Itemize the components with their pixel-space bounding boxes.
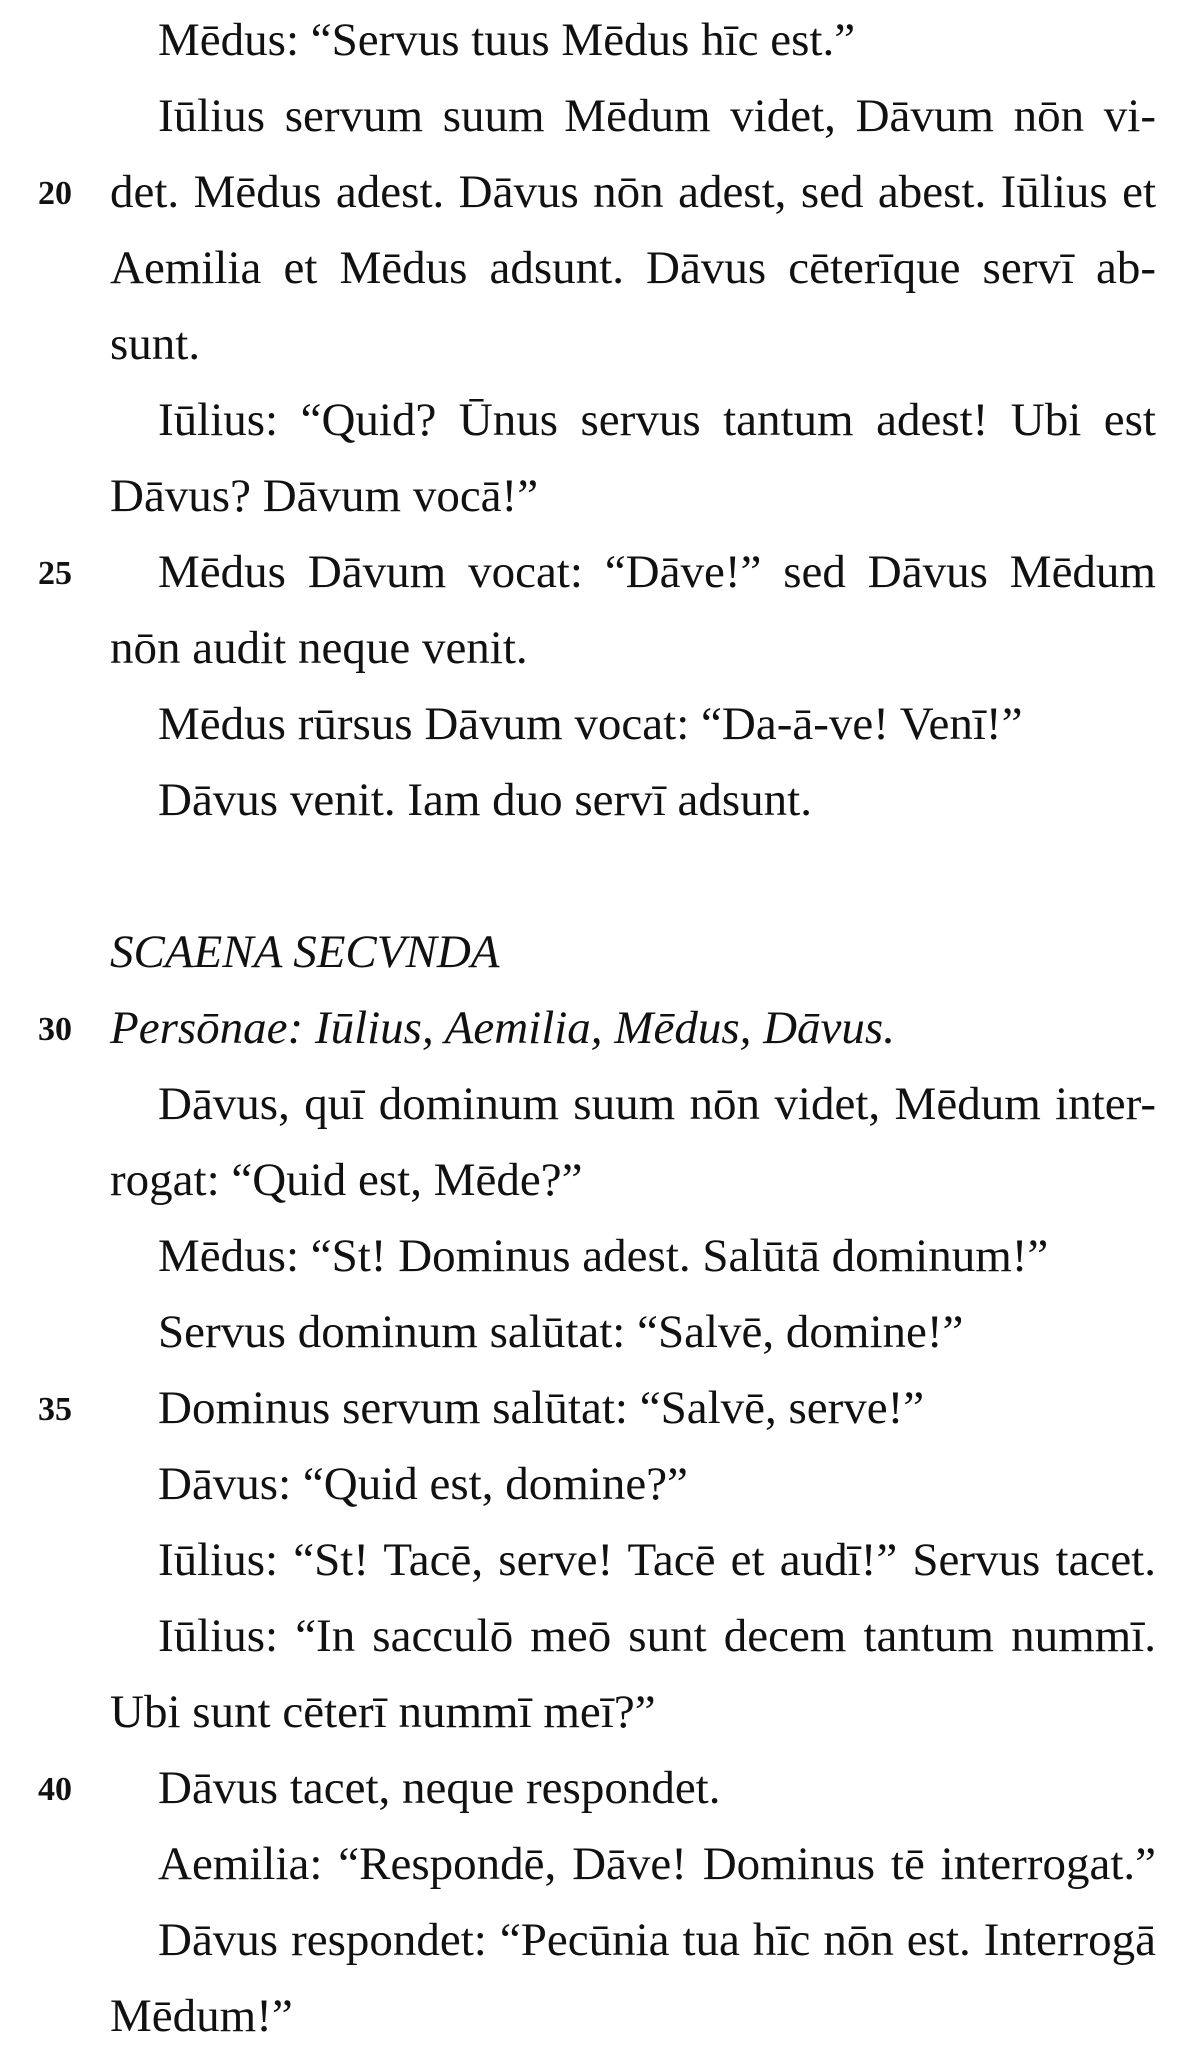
line-text: Iūlius: “Quid? Ūnus servus tantum adest! Ubi est: [158, 394, 1156, 446]
text-line: [0, 1824, 1187, 1900]
text-line: [0, 1292, 1187, 1368]
line-text: Iūlius servum suum Mēdum videt, Dāvum nōn vi-: [158, 90, 1156, 142]
line-text: det. Mēdus adest. Dāvus nōn adest, sed abest. Iūlius et: [110, 166, 1156, 218]
line-text: sunt.: [110, 318, 201, 370]
text-line: [0, 1140, 1187, 1216]
line-text: Dāvus venit. Iam duo servī adsunt.: [158, 774, 812, 826]
text-line: [0, 988, 1187, 1064]
line-number: 30: [38, 1011, 72, 1048]
line-number: 40: [38, 1771, 72, 1808]
line-text: nōn audit neque venit.: [110, 622, 528, 674]
line-text: Dāvus respondet: “Pecūnia tua hīc nōn est. Interrogā: [158, 1914, 1156, 1966]
line-text: Mēdus rūrsus Dāvum vocat: “Da-ā-ve! Venī!”: [158, 698, 1023, 750]
text-line: [0, 1976, 1187, 2052]
personae-line: Persōnae: Iūlius, Aemilia, Mēdus, Dāvus.: [110, 1002, 895, 1054]
line-text: Iūlius: “In sacculō meō sunt decem tantum nummī.: [158, 1610, 1156, 1662]
scene-title: SCAENA SECVNDA: [110, 926, 500, 978]
text-line: [0, 1748, 1187, 1824]
text-line: [0, 684, 1187, 760]
line-text: Aemilia et Mēdus adsunt. Dāvus cēterīque servī ab-: [110, 242, 1156, 294]
line-text: Mēdus Dāvum vocat: “Dāve!” sed Dāvus Mēdum: [158, 546, 1156, 598]
text-line: [0, 456, 1187, 532]
line-number: 35: [38, 1391, 72, 1428]
line-text: rogat: “Quid est, Mēde?”: [110, 1154, 583, 1206]
text-line: [0, 1216, 1187, 1292]
line-text: Ubi sunt cēterī nummī meī?”: [110, 1686, 656, 1738]
line-text: Dāvus? Dāvum vocā!”: [110, 470, 539, 522]
scene-heading: [0, 912, 1187, 988]
line-text: Mēdum!”: [110, 1990, 293, 2042]
text-line: [0, 1444, 1187, 1520]
text-line: [0, 1368, 1187, 1444]
line-number: 20: [38, 175, 72, 212]
line-text: Dāvus: “Quid est, domine?”: [158, 1458, 688, 1510]
text-line: [0, 1900, 1187, 1976]
text-line: [0, 1672, 1187, 1748]
line-text: Dāvus, quī dominum suum nōn videt, Mēdum inter-: [158, 1078, 1156, 1130]
line-number: 25: [38, 555, 72, 592]
text-line: [0, 152, 1187, 228]
text-line: [0, 1064, 1187, 1140]
line-text: Iūlius: “St! Tacē, serve! Tacē et audī!” Servus tacet.: [158, 1534, 1156, 1586]
text-line: [0, 0, 1187, 76]
line-text: Mēdus: “Servus tuus Mēdus hīc est.”: [158, 14, 856, 66]
text-line: [0, 532, 1187, 608]
text-line: [0, 760, 1187, 836]
text-line: [0, 304, 1187, 380]
text-line: [0, 380, 1187, 456]
text-line: [0, 1596, 1187, 1672]
line-text: Aemilia: “Respondē, Dāve! Dominus tē interrogat.”: [158, 1838, 1156, 1890]
text-line: [0, 1520, 1187, 1596]
line-text: Servus dominum salūtat: “Salvē, domine!”: [158, 1306, 964, 1358]
line-text: Dominus servum salūtat: “Salvē, serve!”: [158, 1382, 925, 1434]
line-text: Dāvus tacet, neque respondet.: [158, 1762, 721, 1814]
text-line: [0, 76, 1187, 152]
line-text: Mēdus: “St! Dominus adest. Salūtā dominum!”: [158, 1230, 1049, 1282]
text-line: [0, 608, 1187, 684]
text-line: [0, 228, 1187, 304]
